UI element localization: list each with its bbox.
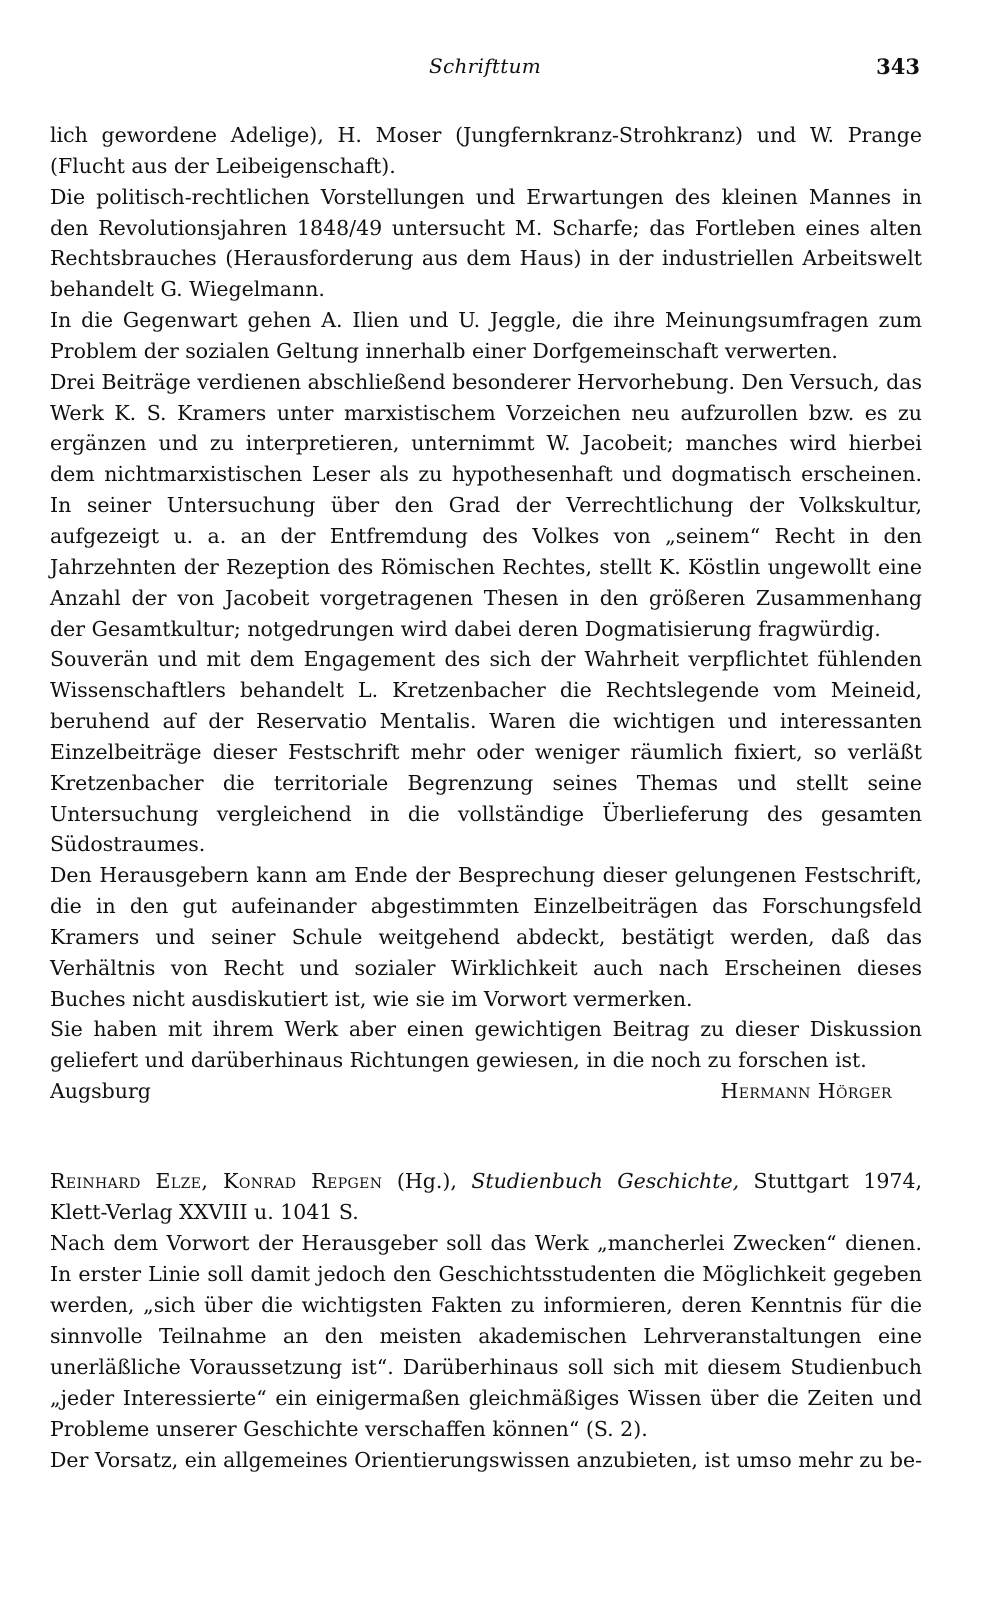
page-header: [50, 54, 920, 86]
book-citation: [50, 1166, 922, 1228]
new-review: [50, 1166, 922, 1476]
page-number: 343: [876, 54, 920, 79]
running-head: Schrifttum: [428, 54, 542, 78]
citation-details: Stuttgart 1974, Klett-Verlag XXVIII u. 1041 S.: [50, 1169, 923, 1224]
paragraph: lich gewordene Adelige), H. Moser (Jungfernkranz-Strohkranz) und W. Prange (Flucht aus der Leibeigenschaft).: [50, 123, 922, 178]
paragraph: Nach dem Vorwort der Herausgeber soll das Werk „mancherlei Zwecken“ dienen. In erster Linie soll damit jedoch den Geschichtsstudenten die Möglichkeit gegeben werden, „sich über die wichtigsten Fakten zu informieren, deren Kenntnis für die sinnvolle Teilnahme an den meisten akademischen Lehrveranstaltungen eine unerläßliche Voraussetzung ist“. Darüberhinaus soll sich mit diesem Studienbuch „jeder Interessierte“ ein einigermaßen gleichmäßiges Wissen über die Zeiten und Probleme unserer Geschichte verschaffen können“ (S. 2).: [50, 1231, 922, 1441]
paragraph: Den Herausgebern kann am Ende der Besprechung dieser gelungenen Festschrift, die in den gut aufeinander abgestimmten Einzelbeiträgen das Forschungsfeld Kramers und seiner Schule weitgehend abdeckt, bestätigt werden, daß das Verhältnis von Recht und sozialer Wirklichkeit auch nach Erscheinen dieses Buches nicht ausdiskutiert ist, wie sie im Vorwort vermerken.: [50, 863, 922, 1011]
editors-suffix: (Hg.),: [382, 1169, 472, 1193]
paragraph: Die politisch-rechtlichen Vorstellungen und Erwartungen des kleinen Mannes in den Revolutionsjahren 1848/49 untersucht M. Scharfe; das Fortleben eines alten Rechtsbrauches (Herausforderung aus dem Haus) in der industriellen Arbeitswelt behandelt G. Wiegelmann.: [50, 184, 922, 302]
reviewer-name: Hermann Hörger: [720, 1079, 892, 1104]
book-editors: Reinhard Elze, Konrad Repgen: [50, 1169, 383, 1193]
paragraph: In die Gegenwart gehen A. Ilien und U. Jeggle, die ihre Meinungsumfragen zum Problem der sozialen Geltung innerhalb einer Dorfgemeinschaft verwerten.: [50, 308, 922, 363]
paragraph: Souverän und mit dem Engagement des sich der Wahrheit verpflichtet fühlenden Wissenschaftlers behandelt L. Kretzenbacher die Rechtslegende vom Meineid, beruhend auf der Reservatio Mentalis. Waren die wichtigen und interessanten Einzelbeiträge dieser Festschrift mehr oder weniger räumlich fixiert, so verläßt Kretzenbacher die territoriale Begrenzung seines Themas und stellt seine Untersuchung vergleichend in die vollständige Überlieferung des gesamten Südostraumes.: [50, 647, 922, 857]
review-place: Augsburg: [50, 1079, 151, 1104]
review-continued: [50, 120, 922, 1107]
paragraph: Drei Beiträge verdienen abschließend besonderer Hervorhebung. Den Versuch, das Werk K. S. Kramers unter marxistischem Vorzeichen neu aufzurollen bzw. es zu ergänzen und zu interpretieren, unternimmt W. Jacobeit; manches wird hierbei dem nichtmarxistischen Leser als zu hypothesenhaft und dogmatisch erscheinen. In seiner Untersuchung über den Grad der Verrechtlichung der Volkskultur, aufgezeigt u. a. an der Entfremdung des Volkes von „seinem“ Recht in den Jahrzehnten der Rezeption des Römischen Rechtes, stellt K. Köstlin ungewollt eine Anzahl der von Jacobeit vorgetragenen Thesen in den größeren Zusammenhang der Gesamtkultur; notgedrungen wird dabei deren Dogmatisierung fragwürdig.: [50, 369, 922, 641]
paragraph: Sie haben mit ihrem Werk aber einen gewichtigen Beitrag zu dieser Diskussion geliefert und darüberhinaus Richtungen gewiesen, in die noch zu forschen ist.: [50, 1017, 922, 1073]
paragraph: Der Vorsatz, ein allgemeines Orientierungswissen anzubieten, ist umso mehr zu be-: [50, 1448, 923, 1472]
book-title: Studienbuch Geschichte,: [471, 1169, 740, 1193]
review-signature: [50, 1076, 922, 1107]
